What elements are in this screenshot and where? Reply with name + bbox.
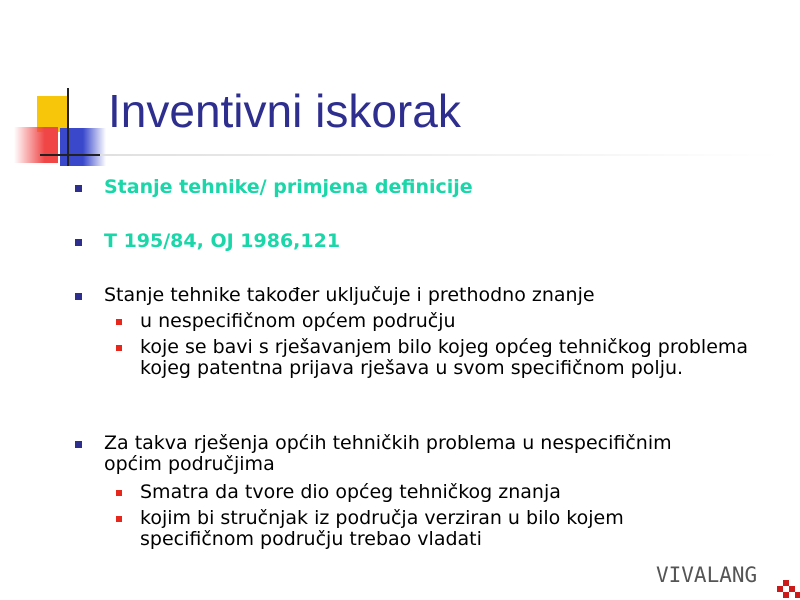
- bullet-3: [104, 285, 595, 306]
- bullet-square-icon: [75, 441, 82, 448]
- bullet-4-text: Za takva rješenja općih tehničkih problema u nespecifičnim općim područjima: [104, 432, 672, 475]
- sub-bullet-square-icon: [116, 345, 122, 351]
- sub-bullet-square-icon: [116, 319, 122, 325]
- bullet-3-sub-1-text: u nespecifičnom općem području: [140, 310, 456, 332]
- bullet-3-sub-2-text: koje se bavi s rješavanjem bilo kojeg općeg tehničkog problema kojeg patentna prijava rješava u svom specifičnom polju.: [140, 336, 749, 379]
- bullet-3-sub-2: [140, 337, 750, 379]
- bullet-4: [104, 433, 704, 475]
- title-underline: [100, 154, 780, 156]
- slide-title: Inventivni iskorak: [108, 85, 461, 137]
- bullet-2-text: T 195/84, OJ 1986,121: [104, 230, 341, 252]
- bullet-square-icon: [75, 185, 82, 192]
- bullet-3-text: Stanje tehnike također uključuje i prethodno znanje: [104, 284, 595, 306]
- sub-bullet-square-icon: [116, 490, 122, 496]
- sub-bullet-square-icon: [116, 516, 122, 522]
- bullet-4-sub-1: [140, 482, 561, 503]
- vivalang-logo: VIVALANG: [656, 563, 758, 587]
- bullet-2: [104, 231, 340, 252]
- bullet-4-sub-1-text: Smatra da tvore dio općeg tehničkog znanja: [140, 481, 561, 503]
- bullet-1: [104, 177, 473, 198]
- bullet-4-sub-2-text: kojim bi stručnjak iz područja verziran u bilo kojem specifičnom području trebao vladati: [140, 507, 624, 550]
- bullet-4-sub-2: [140, 508, 660, 550]
- decor-horizontal-line: [40, 154, 100, 156]
- bullet-square-icon: [75, 293, 82, 300]
- bullet-3-sub-1: [140, 311, 456, 332]
- decor-red-square: [14, 127, 58, 163]
- bullet-square-icon: [75, 239, 82, 246]
- bullet-1-text: Stanje tehnike/ primjena definicije: [104, 176, 473, 198]
